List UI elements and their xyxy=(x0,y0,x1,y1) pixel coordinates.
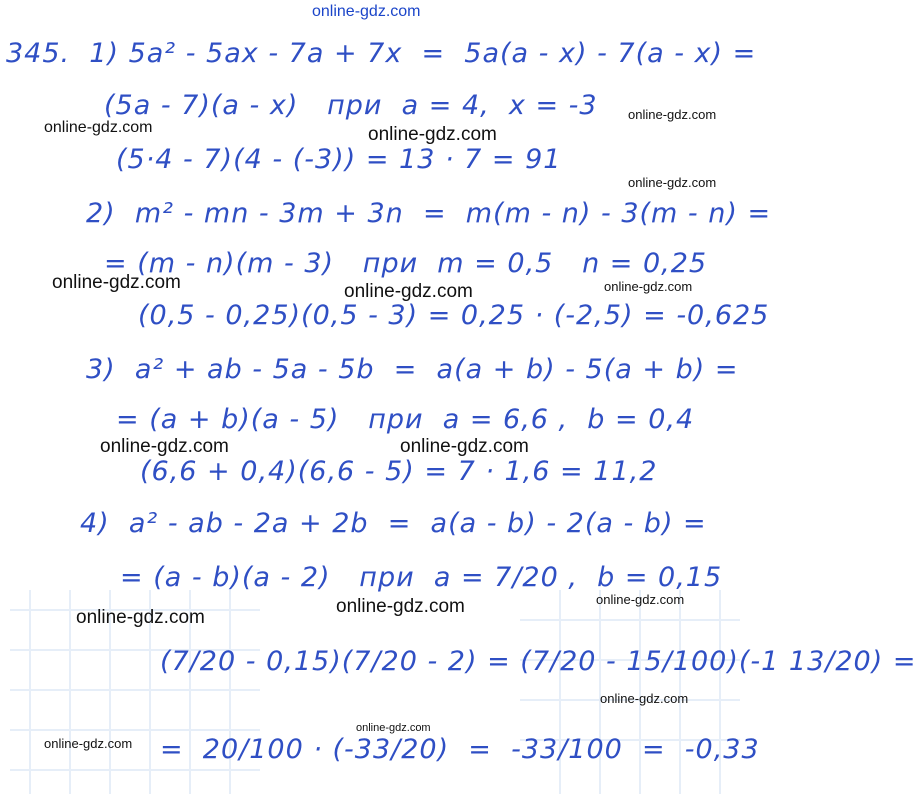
watermark: online-gdz.com xyxy=(336,596,465,617)
solution-line-5: = (m - n)(m - 3) при m = 0,5 n = 0,25 xyxy=(104,248,708,279)
watermark: online-gdz.com xyxy=(44,736,133,751)
watermark: online-gdz.com xyxy=(628,107,717,122)
watermark: online-gdz.com xyxy=(356,722,431,734)
solution-line-6: (0,5 - 0,25)(0,5 - 3) = 0,25 · (-2,5) = -0,625 xyxy=(138,300,770,331)
watermark: online-gdz.com xyxy=(52,272,181,293)
solution-line-13: = 20/100 · (-33/20) = -33/100 = -0,33 xyxy=(160,734,760,765)
solution-line-7: 3) a² + ab - 5a - 5b = a(a + b) - 5(a + b) = xyxy=(86,354,739,385)
solution-line-3: (5·4 - 7)(4 - (-3)) = 13 · 7 = 91 xyxy=(116,144,562,175)
watermark: online-gdz.com xyxy=(628,175,717,190)
watermark: online-gdz.com xyxy=(100,436,229,457)
watermark: online-gdz.com xyxy=(604,279,693,294)
watermark: online-gdz.com xyxy=(596,592,685,607)
watermark: online-gdz.com xyxy=(76,607,205,628)
solution-line-8: = (a + b)(a - 5) при a = 6,6 , b = 0,4 xyxy=(116,404,695,435)
watermark: online-gdz.com xyxy=(368,124,497,145)
solution-line-12: (7/20 - 0,15)(7/20 - 2) = (7/20 - 15/100)(-1 13/20) = xyxy=(160,646,916,677)
solution-line-9: (6,6 + 0,4)(6,6 - 5) = 7 · 1,6 = 11,2 xyxy=(140,456,658,487)
solution-line-2: (5a - 7)(a - x) при a = 4, x = -3 xyxy=(104,90,598,121)
watermark: online-gdz.com xyxy=(600,691,689,706)
header-watermark: online-gdz.com xyxy=(312,3,421,20)
solution-line-10: 4) a² - ab - 2a + 2b = a(a - b) - 2(a - b) = xyxy=(80,508,707,539)
watermark: online-gdz.com xyxy=(344,281,473,302)
solution-line-11: = (a - b)(a - 2) при a = 7/20 , b = 0,15 xyxy=(120,562,723,593)
solution-line-4: 2) m² - mn - 3m + 3n = m(m - n) - 3(m - n) = xyxy=(86,198,772,229)
watermark: online-gdz.com xyxy=(44,119,153,136)
solution-line-1: 345. 1) 5a² - 5ax - 7a + 7x = 5a(a - x) - 7(a - x) = xyxy=(6,38,757,69)
watermark: online-gdz.com xyxy=(400,436,529,457)
